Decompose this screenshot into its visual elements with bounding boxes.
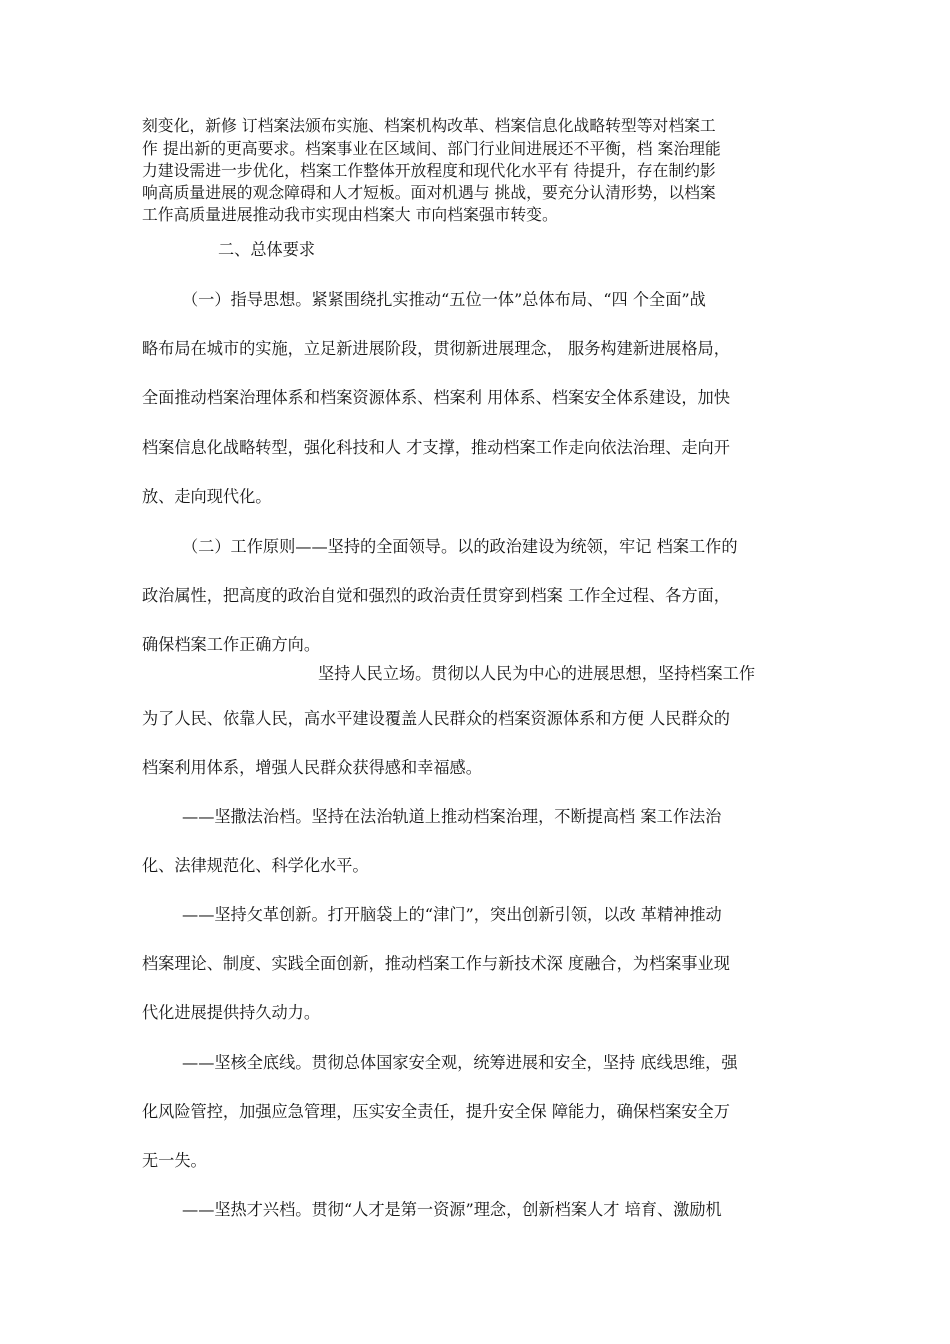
text-line: ——坚核全底线。贯彻总体国家安全观，统筹进展和安全，坚持 底线思维，强 (182, 1053, 738, 1072)
text-line: 略布局在城市的实施，立足新进展阶段，贯彻新进展理念， 服务构建新进展格局， (142, 339, 730, 358)
text-line: 档案理论、制度、实践全面创新，推动档案工作与新技术深 度融合，为档案事业现 (142, 954, 730, 973)
text-line: 无一失。 (142, 1151, 207, 1170)
text-line: 刻变化，新修 订档案法颁布实施、档案机构改革、档案信息化战略转型等对档案工 (142, 116, 716, 135)
text-line: 响高质量进展的观念障碍和人才短板。面对机遇与 挑战，要充分认清形势，以档案 (142, 183, 716, 202)
text-line: 工作高质量进展推动我市实现由档案大 市向档案强市转变。 (142, 205, 558, 224)
text-line: 坚持人民立场。贯彻以人民为中心的进展思想，坚持档案工作 (318, 664, 756, 683)
text-line: ——坚撒法治档。坚持在法治轨道上推动档案治理，不断提高档 案工作法治 (182, 807, 722, 826)
text-line: 力建设需进一步优化，档案工作整体开放程度和现代化水平有 待提升，存在制约影 (142, 161, 716, 180)
text-line: 档案信息化战略转型，强化科技和人 才支撑，推动档案工作走向依法治理、走向开 (142, 438, 730, 457)
text-line: 化、法律规范化、科学化水平。 (142, 856, 369, 875)
text-line: 为了人民、依靠人民，高水平建设覆盖人民群众的档案资源体系和方便 人民群众的 (142, 709, 730, 728)
text-line: 放、走向现代化。 (142, 487, 272, 506)
text-line: 作 提出新的更高要求。档案事业在区域间、部门行业间进展还不平衡，档 案治理能 (142, 139, 721, 158)
text-line: 全面推动档案治理体系和档案资源体系、档案利 用体系、档案安全体系建设，加快 (142, 388, 730, 407)
text-line: （一）指导思想。紧紧围绕扎实推动“五位一体”总体布局、“四 个全面”战 (182, 290, 706, 309)
text-line: 档案利用体系，增强人民群众获得感和幸福感。 (142, 758, 482, 777)
section-heading: 二、总体要求 (218, 240, 316, 259)
text-line: ——坚热才兴档。贯彻“人才是第一资源”理念，创新档案人才 培育、激励机 (182, 1200, 722, 1219)
text-line: 代化进展提供持久动力。 (142, 1003, 321, 1022)
text-line: 化风险管控，加强应急管理，压实安全责任，提升安全保 障能力，确保档案安全万 (142, 1102, 730, 1121)
text-line: 政治属性，把高度的政治自觉和强烈的政治责任贯穿到档案 工作全过程、各方面， (142, 586, 730, 605)
text-line: ——坚持攵革创新。打开脑袋上的“津门”，突出创新引领，以改 革精神推动 (182, 905, 722, 924)
text-line: 确保档案工作正确方向。 (142, 635, 321, 654)
text-line: （二）工作原则——坚持的全面领导。以的政治建设为统领，牢记 档案工作的 (182, 537, 738, 556)
